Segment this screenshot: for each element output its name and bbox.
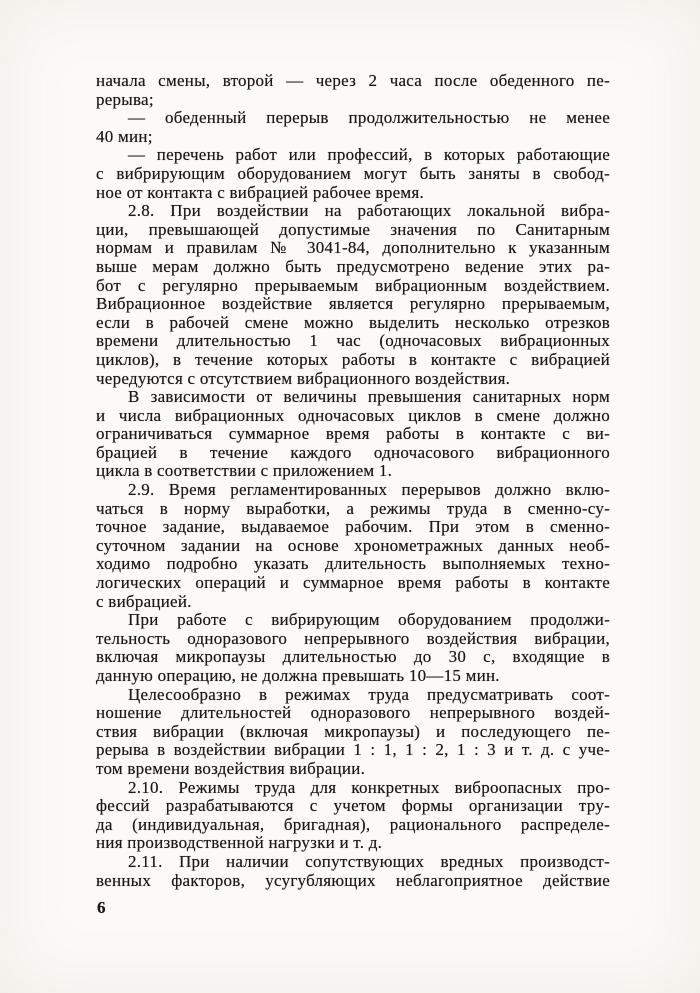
text-line: с вибрацией. [96, 591, 192, 611]
text-line: ограничиваться суммарное время работы в контакте с ви- [96, 424, 610, 444]
text-line: начала смены, второй — через 2 часа после обеденного пе- [96, 71, 610, 90]
text-line: времени длительностью 1 час (одночасовых вибрационных [96, 331, 610, 351]
text-line: рерыва в воздействии вибрации 1 : 1, 1 : 2, 1 : 3 и т. д. с уче- [96, 740, 610, 760]
text-line: если в рабочей смене можно выделить несколько отрезков [96, 312, 610, 332]
text-line: чаться в норму выработки, а режимы труда в сменно-су- [96, 498, 610, 518]
text-line: да (индивидуальная, бригадная), рационального распределе- [96, 814, 610, 834]
text-line: венных факторов, усугубляющих неблагоприятное действие [96, 870, 610, 890]
text-line: суточном задании на основе хронометражных данных необ- [96, 535, 610, 555]
text-line: — обеденный перерыв продолжительностью не менее [128, 108, 610, 128]
text-line: включая микропаузы длительностью до 30 с, входящие в [96, 647, 610, 667]
text-line: логических операций и суммарное время работы в контакте [96, 573, 610, 593]
text-line: 2.10. Режимы труда для конкретных виброопасных про- [128, 777, 610, 797]
text-line: тельность одноразового непрерывного воздействия вибрации, [96, 628, 610, 648]
text-line: — перечень работ или профессий, в которых работающие [128, 145, 610, 165]
text-line: с вибрирующим оборудованием могут быть заняты в свобод- [96, 163, 610, 183]
text-line: 2.8. При воздействии на работающих локальной вибра- [128, 201, 610, 221]
text-line: рерыва; [96, 89, 154, 109]
body-text [96, 72, 610, 890]
text-line: том времени воздействия вибрации. [96, 758, 366, 778]
text-line: точное задание, выдаваемое рабочим. При этом в сменно- [96, 517, 610, 537]
text-line: фессий разрабатываются с учетом формы организации тру- [96, 796, 610, 816]
text-line: Вибрационное воздействие является регулярно прерываемым, [96, 294, 610, 314]
text-line: брацией в течение каждого одночасового вибрационного [96, 442, 610, 462]
text-line: ное от контакта с вибрацией рабочее время. [96, 182, 424, 202]
text-line: нормам и правилам № 3041-84, дополнительно к указанным [96, 238, 610, 258]
text-line: данную операцию, не должна превышать 10—15 мин. [96, 666, 500, 685]
text-line: При работе с вибрирующим оборудованием продолжи- [128, 610, 610, 630]
text-line: ствия вибрации (включая микропаузы) и последующего пе- [96, 721, 610, 741]
text-line: В зависимости от величины превышения санитарных норм [128, 387, 610, 407]
text-line: ходимо подробно указать длительность выполняемых техно- [96, 554, 610, 574]
text-line: ношение длительностей одноразового непрерывного воздей- [96, 703, 610, 723]
text-line: цикла в соответствии с приложением 1. [96, 461, 393, 481]
text-line: бот с регулярно прерываемым вибрационным воздействием. [96, 275, 610, 295]
text-line: 2.11. При наличии сопутствующих вредных производст- [128, 851, 610, 871]
text-line: ции, превышающей допустимые значения по Санитарным [96, 219, 610, 239]
page-number: 6 [97, 898, 106, 917]
text-line: ния производственной нагрузки и т. д. [96, 833, 383, 853]
text-line: 2.9. Время регламентированных перерывов должно вклю- [128, 480, 610, 500]
text-line: выше мерам должно быть предусмотрено ведение этих ра- [96, 256, 610, 276]
text-line: 40 мин; [96, 126, 153, 146]
text-line: Целесообразно в режимах труда предусматривать соот- [128, 684, 610, 704]
text-line: чередуются с отсутствием вибрационного воздействия. [96, 368, 511, 388]
text-line: и числа вибрационных одночасовых циклов в смене должно [96, 405, 610, 425]
text-line: циклов), в течение которых работы в контакте с вибрацией [96, 349, 610, 369]
